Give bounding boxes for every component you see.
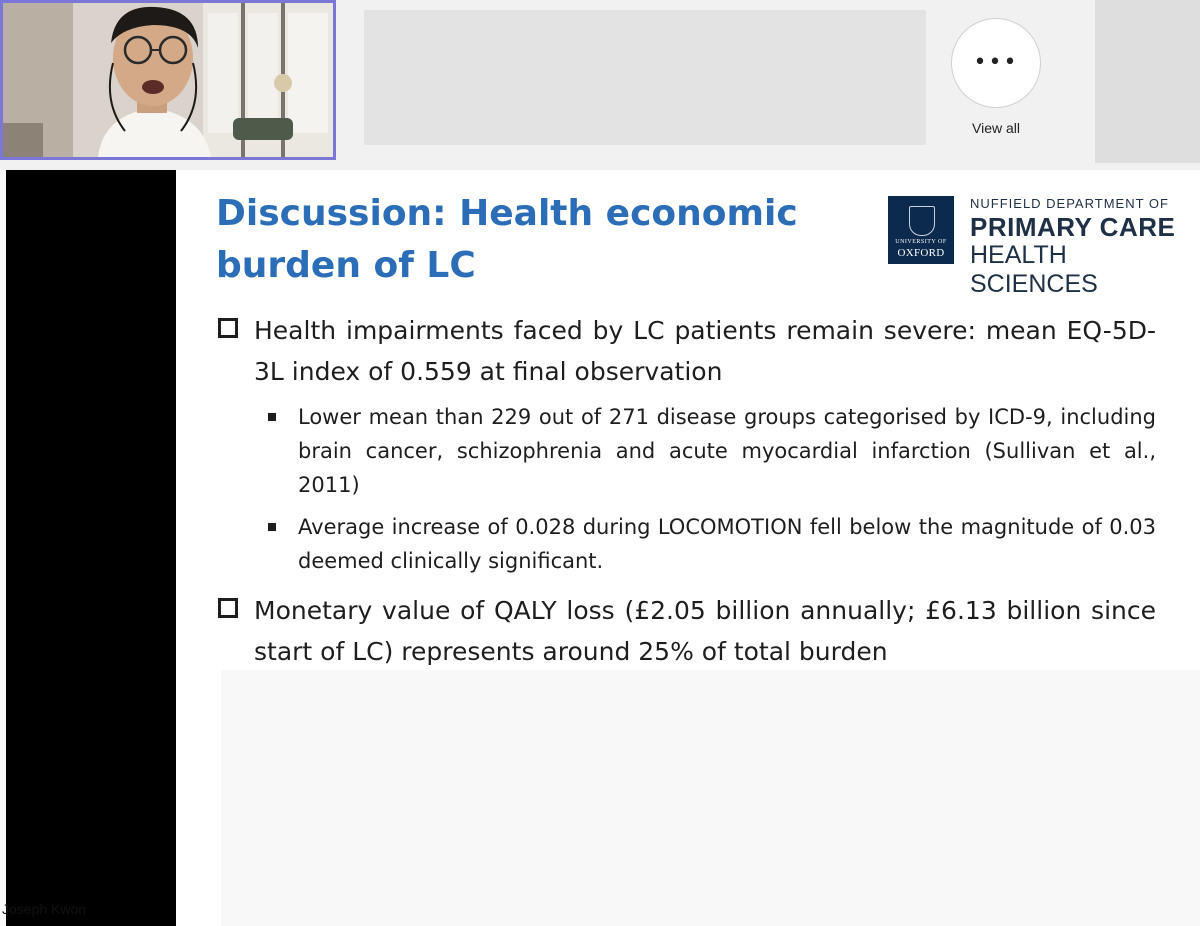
logo-health-text: HEALTH SCIENCES — [970, 241, 1098, 298]
letterbox-bar — [6, 170, 176, 926]
presenter-name-label: Joseph Kwon — [2, 901, 87, 917]
logo-dept-text: NUFFIELD DEPARTMENT OF — [970, 196, 1169, 211]
view-all-label: View all — [972, 120, 1020, 136]
checkbox-bullet-icon — [218, 598, 238, 618]
shield-icon — [909, 206, 935, 236]
bullet-item — [216, 590, 1156, 672]
participant-strip — [0, 0, 1200, 168]
square-bullet-icon — [268, 413, 276, 421]
sub-bullet-text: Average increase of 0.028 during LOCOMOTION fell below the magnitude of 0.03 deemed clinically significant. — [298, 515, 1156, 573]
participant-tile-partial — [1095, 0, 1200, 163]
logo-primary-text: PRIMARY CARE — [970, 212, 1176, 242]
presenter-video-frame — [3, 3, 333, 157]
slide-title: Discussion: Health economic burden of LC — [216, 193, 798, 286]
slide-content — [216, 310, 1156, 672]
crest-bottom-text: OXFORD — [897, 247, 945, 259]
checkbox-bullet-icon — [218, 318, 238, 338]
ellipsis-icon: ••• — [951, 18, 1041, 108]
sub-bullet-item — [216, 510, 1156, 578]
oxford-crest-icon — [888, 196, 954, 264]
bullet-text: Health impairments faced by LC patients remain severe: mean EQ-5D-3L index of 0.559 at final observation — [254, 316, 1156, 386]
presenter-video-tile[interactable] — [0, 0, 336, 160]
bullet-text: Monetary value of QALY loss (£2.05 billion annually; £6.13 billion since start of LC) represents around 25% of total burden — [254, 596, 1156, 666]
shared-screen — [0, 170, 1200, 926]
view-all-button[interactable] — [950, 18, 1042, 138]
sub-bullet-item — [216, 400, 1156, 502]
nuffield-logo — [888, 196, 1188, 298]
crest-top-text: UNIVERSITY OF — [895, 239, 947, 245]
sub-bullet-text: Lower mean than 229 out of 271 disease groups categorised by ICD-9, including brain cancer, schizophrenia and acute myocardial infarction (Sullivan et al., 2011) — [298, 405, 1156, 497]
presentation-slide — [176, 170, 1200, 926]
bullet-item — [216, 310, 1156, 392]
square-bullet-icon — [268, 523, 276, 531]
slide-shade — [221, 670, 1200, 926]
participant-tile-empty — [364, 10, 926, 145]
